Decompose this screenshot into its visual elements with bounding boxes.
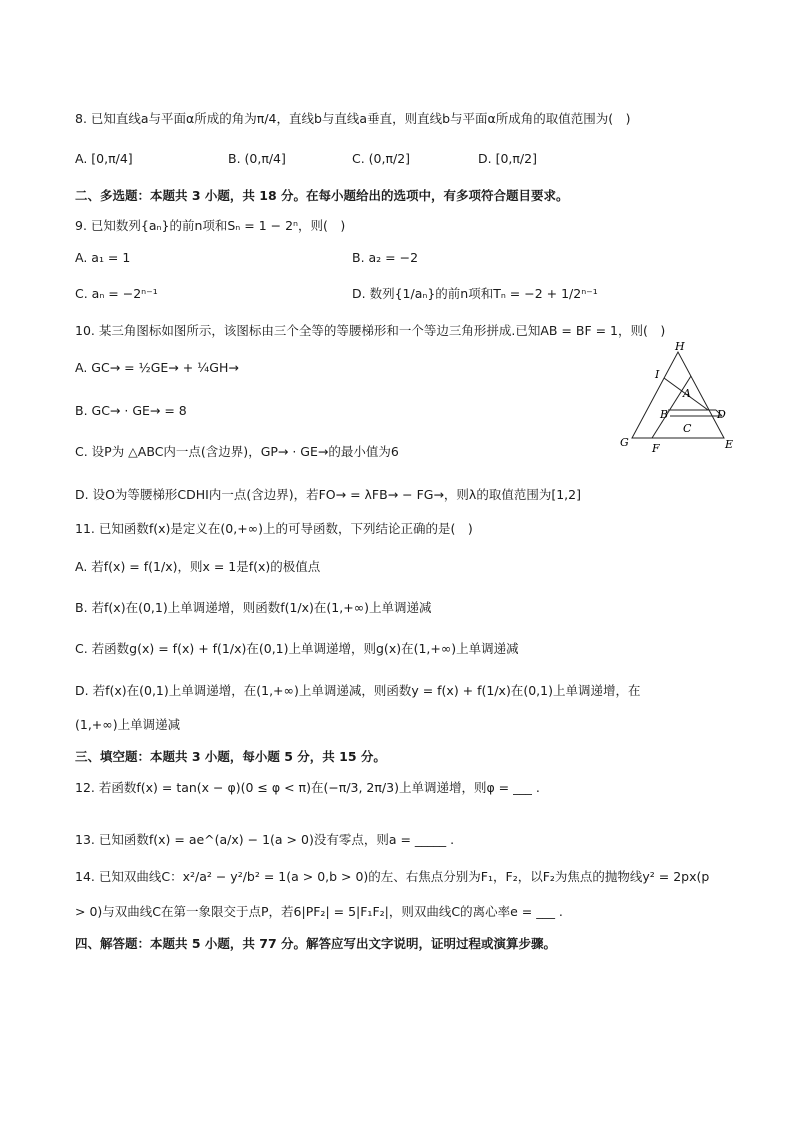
q11-option-b: B. 若f(x)在(0,1)上单调递增，则函数f(1/x)在(1,+∞)上单调递减 xyxy=(75,600,432,615)
q11-stem: 11. 已知函数f(x)是定义在(0,+∞)上的可导函数，下列结论正确的是( ) xyxy=(75,521,473,536)
q11-option-c: C. 若函数g(x) = f(x) + f(1/x)在(0,1)上单调递增，则g(x)在(1,+∞)上单调递减 xyxy=(75,641,519,656)
label-f: F xyxy=(652,442,660,455)
q8-stem: 8. 已知直线a与平面α所成的角为π/4，直线b与直线a垂直，则直线b与平面α所成角的取值范围为( ) xyxy=(75,111,631,126)
q11-option-d: D. 若f(x)在(0,1)上单调递增，在(1,+∞)上单调递减，则函数y = f(x) + f(1/x)在(0,1)上单调递增，在 xyxy=(75,683,641,698)
label-a: A xyxy=(683,387,691,400)
outer-triangle xyxy=(632,352,724,438)
q11-option-d-cont: (1,+∞)上单调递减 xyxy=(75,717,181,732)
q8-option-a: A. [0,π/4] xyxy=(75,151,133,166)
label-c: C xyxy=(683,422,692,435)
unused xyxy=(674,352,678,438)
q10-option-c: C. 设P为 △ABC内一点(含边界)，GP→ · GE→的最小值为6 xyxy=(75,444,399,459)
section-4-heading: 四、解答题：本题共 5 小题，共 77 分。解答应写出文字说明，证明过程或演算步骤。 xyxy=(75,936,557,951)
unused-2 xyxy=(664,378,668,410)
q12: 12. 若函数f(x) = tan(x − φ)(0 ≤ φ < π)在(−π/3, 2π/3)上单调递增，则φ = ___ . xyxy=(75,780,540,795)
q11-option-a: A. 若f(x) = f(1/x)，则x = 1是f(x)的极值点 xyxy=(75,559,321,574)
q9-option-c: C. aₙ = −2ⁿ⁻¹ xyxy=(75,286,158,301)
q9-stem: 9. 已知数列{aₙ}的前n项和Sₙ = 1 − 2ⁿ，则( ) xyxy=(75,218,346,233)
label-g: G xyxy=(620,436,629,449)
q10-option-b: B. GC→ · GE→ = 8 xyxy=(75,403,187,418)
q9-option-a: A. a₁ = 1 xyxy=(75,250,131,265)
q10-stem: 10. 某三角图标如图所示，该图标由三个全等的等腰梯形和一个等边三角形拼成.已知AB = BF = 1，则( ) xyxy=(75,323,666,338)
q14-line1: 14. 已知双曲线C：x²/a² − y²/b² = 1(a > 0,b > 0)的左、右焦点分别为F₁，F₂，以F₂为焦点的抛物线y² = 2px(p xyxy=(75,869,710,884)
section-2-heading: 二、多选题：本题共 3 小题，共 18 分。在每小题给出的选项中，有多项符合题目要求。 xyxy=(75,188,569,203)
q10-option-a: A. GC→ = ½GE→ + ¼GH→ xyxy=(75,360,239,375)
q8-option-b: B. (0,π/4] xyxy=(228,151,286,166)
q9-option-b: B. a₂ = −2 xyxy=(352,250,419,265)
label-e: E xyxy=(725,438,734,451)
label-h: H xyxy=(675,340,685,353)
q8-option-c: C. (0,π/2] xyxy=(352,151,411,166)
q10-option-d: D. 设O为等腰梯形CDHI内一点(含边界)，若FO→ = λFB→ − FG→，则λ的取值范围为[1,2] xyxy=(75,487,581,502)
label-d: D xyxy=(717,408,726,421)
section-3-heading: 三、填空题：本题共 3 小题，每小题 5 分，共 15 分。 xyxy=(75,749,386,764)
label-i: I xyxy=(655,368,660,381)
q14-line2: > 0)与双曲线C在第一象限交于点P，若6|PF₂| = 5|F₁F₂|，则双曲线C的离心率e = ___ . xyxy=(75,904,563,919)
q8-option-d: D. [0,π/2] xyxy=(478,151,537,166)
triangle-figure xyxy=(612,340,742,460)
q13: 13. 已知函数f(x) = ae^(a/x) − 1(a > 0)没有零点，则a = _____ . xyxy=(75,832,455,847)
label-b: B xyxy=(660,408,669,421)
q9-option-d: D. 数列{1/aₙ}的前n项和Tₙ = −2 + 1/2ⁿ⁻¹ xyxy=(352,286,598,301)
